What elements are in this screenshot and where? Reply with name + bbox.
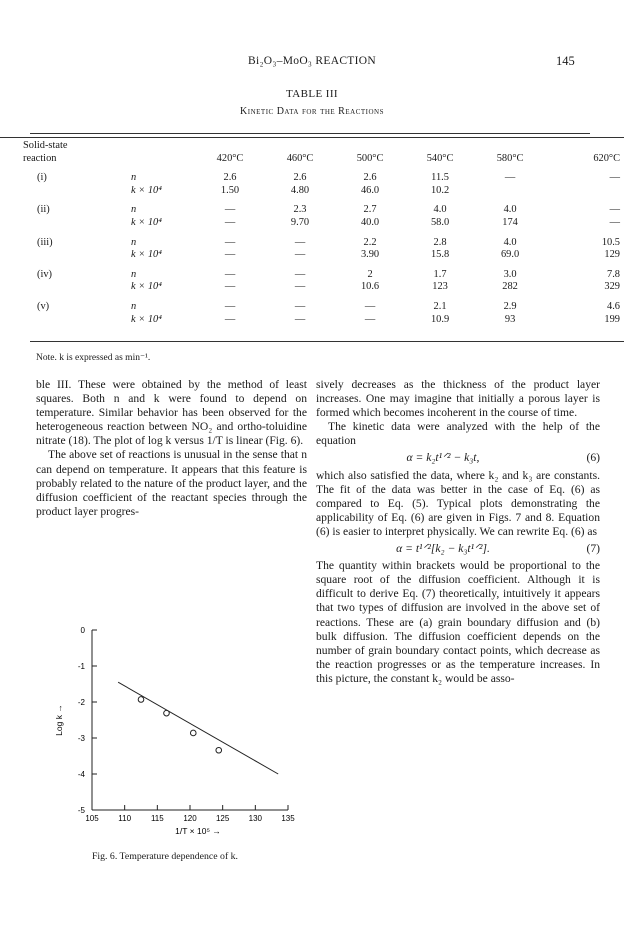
table-cell: 2.8 xyxy=(433,236,447,248)
table-cell: 282 xyxy=(502,281,518,293)
quantity-label: n xyxy=(131,236,137,248)
table-bottom-rule xyxy=(30,341,624,342)
table-row xyxy=(23,217,623,230)
table-cell: 40.0 xyxy=(360,216,380,228)
table-cell: 2.2 xyxy=(363,236,377,248)
table-cell: — xyxy=(224,249,236,261)
table-top-rule-1 xyxy=(30,133,590,134)
table-cell: 69.0 xyxy=(500,249,520,261)
table-cell: 4.0 xyxy=(503,204,517,216)
table-row xyxy=(23,249,623,262)
col-header-2: 500°C xyxy=(356,152,384,164)
table-cell: 46.0 xyxy=(360,184,380,196)
x-tick-label: 105 xyxy=(85,814,99,823)
quantity-label: k × 10⁴ xyxy=(131,281,162,293)
table-cell: 2.6 xyxy=(223,172,237,184)
quantity-label: k × 10⁴ xyxy=(131,313,162,325)
table-cell: 10.5 xyxy=(601,236,620,248)
equation-6-number: (6) xyxy=(586,451,600,465)
x-axis-label: 1/T × 10⁵ → xyxy=(175,826,221,836)
col-header-1: 460°C xyxy=(286,152,314,164)
table-cell: — xyxy=(294,281,306,293)
x-tick-label: 125 xyxy=(215,814,230,823)
table-cell: 129 xyxy=(604,249,620,261)
table-cell: 2.1 xyxy=(433,300,447,312)
col-header-5: 620°C xyxy=(593,152,620,164)
data-point xyxy=(164,710,170,716)
page-number: 145 xyxy=(556,54,575,68)
table-row xyxy=(23,172,623,185)
left-para-1: ble III. These were obtained by the method of least squares. Both n and k were found to depend on temperature. Similar behavior has been observed for the heterogeneous reaction between NO₂ and ortho-toluidine nitrate (18). The plot of log k versus 1/T is linear (Fig. 6). xyxy=(36,378,307,448)
quantity-label: n xyxy=(131,300,137,312)
row-header-line1: Solid-state xyxy=(23,140,68,151)
table-cell: 10.9 xyxy=(430,313,450,325)
left-column xyxy=(36,378,307,519)
x-tick-label: 110 xyxy=(118,814,132,823)
table-cell: 2.7 xyxy=(363,204,377,216)
table-row xyxy=(23,230,623,250)
table-cell: 7.8 xyxy=(607,268,620,280)
table-cell xyxy=(545,185,623,198)
table-cell: 4.6 xyxy=(607,300,620,312)
x-tick-label: 135 xyxy=(281,814,295,823)
reaction-label: (iii) xyxy=(37,236,53,248)
table-cell: — xyxy=(294,300,306,312)
reaction-label-empty xyxy=(23,281,131,294)
table-cell: 329 xyxy=(604,281,620,293)
reaction-label: (v) xyxy=(37,300,50,312)
figure-6 xyxy=(48,608,300,848)
table-cell: — xyxy=(294,313,306,325)
equation-7 xyxy=(316,542,600,556)
fit-line xyxy=(118,682,278,774)
x-tick-label: 120 xyxy=(183,814,197,823)
equation-6-body: α = k₂t¹ᐟ² − k₃t, xyxy=(406,451,480,465)
data-point xyxy=(138,697,144,703)
y-tick-label: -4 xyxy=(77,770,85,779)
table-cell: 93 xyxy=(504,313,516,325)
right-para-3: which also satisfied the data, where k₂ and k₃ are constants. The fit of the data was better in the case of Eq. (6) as compared to Eq. (5). Typical plots demonstrating the applicability of Eq. (6) are given in Figs. 7 and 8. Equation (6) is easier to interpret physically. We can rewrite Eq. (6) as xyxy=(316,468,600,538)
y-tick-label: -2 xyxy=(77,698,85,707)
table-row xyxy=(23,314,623,327)
table-cell: — xyxy=(364,300,376,312)
table-cell: — xyxy=(224,204,236,216)
x-tick-label: 115 xyxy=(150,814,164,823)
reaction-label: (i) xyxy=(37,172,47,184)
running-header-title: Bi₂O₃–MoO₃ REACTION xyxy=(248,55,376,67)
table-cell: — xyxy=(609,216,620,228)
table-cell: 2.9 xyxy=(503,300,517,312)
equation-7-number: (7) xyxy=(586,542,600,556)
equation-7-body: α = t¹ᐟ²[k₂ − k₃t¹ᐟ²]. xyxy=(396,542,490,556)
table-header-row xyxy=(23,140,623,172)
reaction-label-empty xyxy=(23,249,131,262)
table-cell: — xyxy=(224,216,236,228)
table-cell: 2.6 xyxy=(293,172,307,184)
quantity-label: k × 10⁴ xyxy=(131,249,162,261)
table-cell: 4.80 xyxy=(290,184,310,196)
reaction-label-empty xyxy=(23,185,131,198)
table-cell: 4.0 xyxy=(433,204,447,216)
right-para-1: sively decreases as the thickness of the product layer increases. One may imagine that initially a porous layer is formed which becomes incoherent in the course of time. xyxy=(316,378,600,420)
quantity-label: n xyxy=(131,204,137,216)
table-cell: — xyxy=(609,172,620,184)
reaction-label-empty xyxy=(23,314,131,327)
row-header-line2: reaction xyxy=(23,152,57,164)
table-cell: 4.0 xyxy=(503,236,517,248)
table-cell: 10.6 xyxy=(360,281,380,293)
x-tick-label: 130 xyxy=(248,814,263,823)
table-row xyxy=(23,262,623,282)
data-point xyxy=(190,730,196,736)
table-top-rule-2 xyxy=(0,137,624,138)
table-cell: 15.8 xyxy=(430,249,450,261)
table-cell: 58.0 xyxy=(430,216,450,228)
table-cell: — xyxy=(224,268,236,280)
col-header-0: 420°C xyxy=(216,152,244,164)
quantity-header xyxy=(131,140,195,172)
y-tick-label: -5 xyxy=(77,806,85,815)
equation-6 xyxy=(316,451,600,465)
row-header xyxy=(23,140,131,172)
table-caption: Kinetic Data for the Reactions xyxy=(240,106,384,117)
table-cell: — xyxy=(504,172,516,184)
quantity-label: n xyxy=(131,268,137,280)
table-cell: 174 xyxy=(502,216,518,228)
table-cell xyxy=(475,185,545,198)
reaction-label: (iv) xyxy=(37,268,53,280)
table-cell: 1.50 xyxy=(220,184,240,196)
table-cell: — xyxy=(224,313,236,325)
table-cell: 9.70 xyxy=(290,216,310,228)
figure-6-chart xyxy=(48,608,300,848)
table-cell: 2 xyxy=(367,268,373,280)
table-cell: — xyxy=(364,313,376,325)
col-header-3: 540°C xyxy=(426,152,454,164)
kinetic-data-table xyxy=(23,140,623,326)
y-axis-label: Log k → xyxy=(54,704,64,736)
table-cell: 3.90 xyxy=(360,249,380,261)
table-cell: — xyxy=(294,268,306,280)
table-cell: 2.6 xyxy=(363,172,377,184)
table-row xyxy=(23,281,623,294)
table-cell: 1.7 xyxy=(433,268,447,280)
data-point xyxy=(216,747,222,753)
table-number: TABLE III xyxy=(286,88,338,100)
table-row xyxy=(23,294,623,314)
table-cell: 10.2 xyxy=(430,184,450,196)
table-row xyxy=(23,185,623,198)
table-cell: 123 xyxy=(432,281,448,293)
table-cell: — xyxy=(609,204,620,216)
table-cell: — xyxy=(294,249,306,261)
table-cell: 2.3 xyxy=(293,204,307,216)
reaction-label: (ii) xyxy=(37,204,50,216)
quantity-label: k × 10⁴ xyxy=(131,216,162,228)
table-cell: 199 xyxy=(604,313,620,325)
quantity-label: k × 10⁴ xyxy=(131,184,162,196)
table-note: Note. k is expressed as min⁻¹. xyxy=(36,353,151,363)
y-tick-label: -3 xyxy=(77,734,85,743)
quantity-label: n xyxy=(131,172,137,184)
table-cell: 3.0 xyxy=(503,268,517,280)
col-header-4: 580°C xyxy=(496,152,524,164)
table-cell: — xyxy=(224,281,236,293)
table-cell: — xyxy=(224,236,236,248)
table-cell: — xyxy=(224,300,236,312)
figure-caption: Fig. 6. Temperature dependence of k. xyxy=(91,851,239,862)
reaction-label-empty xyxy=(23,217,131,230)
right-para-2: The kinetic data were analyzed with the help of the equation xyxy=(316,420,600,448)
right-para-4: The quantity within brackets would be proportional to the square root of the diffusion coefficient. Although it is difficult to derive Eq. (7) theoretically, intuitively it appears that two types of diffusion are involved in the above set of reactions. These are (a) grain boundary diffusion and (b) bulk diffusion. The diffusion coefficient depends on the number of grain boundary contact points, which decrease as the reaction progresses or as the temperature increases. In this picture, the constant k₂ would be asso- xyxy=(316,559,600,685)
y-tick-label: -1 xyxy=(77,662,85,671)
y-tick-label: 0 xyxy=(80,626,85,635)
table-row xyxy=(23,197,623,217)
table-cell: 11.5 xyxy=(431,172,449,184)
table-cell: — xyxy=(294,236,306,248)
right-column xyxy=(316,378,600,686)
left-para-2: The above set of reactions is unusual in the sense that n can depend on temperature. It appears that this feature is probably related to the nature of the product layer, and the diffusion coefficient of the reactant species through the product layer progres- xyxy=(36,448,307,518)
